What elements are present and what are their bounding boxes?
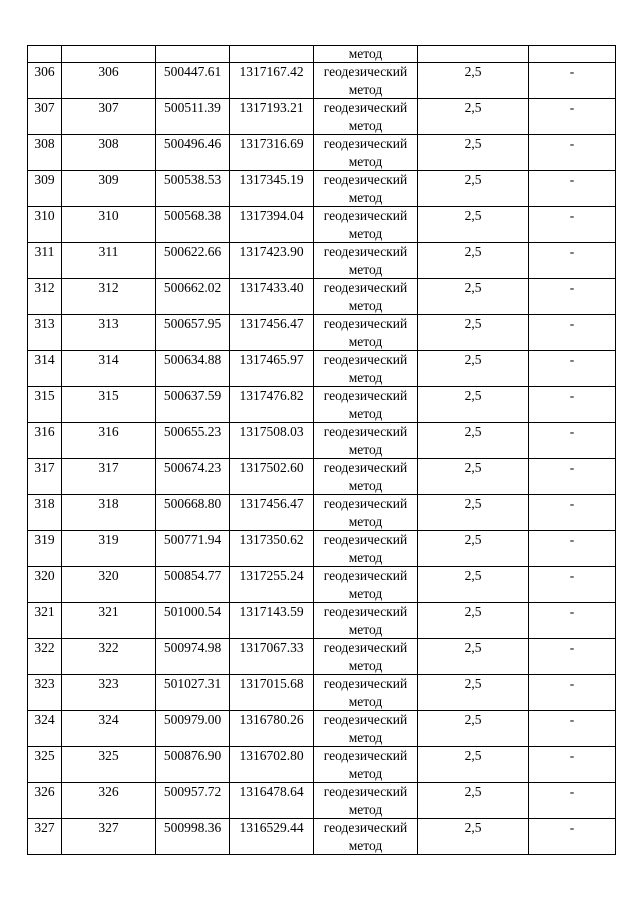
cell-method [314,531,418,567]
cell-number: 325 [28,747,62,783]
cell-point: 314 [62,351,156,387]
cell-number [28,46,62,63]
cell-method [314,135,418,171]
cell-note: - [529,531,616,567]
cell-y: 1317508.03 [230,423,314,459]
table-row [28,459,616,495]
cell-accuracy [418,46,529,63]
cell-method [314,567,418,603]
method-line-2: метод [348,333,383,349]
cell-point: 326 [62,783,156,819]
table-row [28,639,616,675]
cell-method [314,603,418,639]
cell-method [314,99,418,135]
cell-y: 1317423.90 [230,243,314,279]
method-line-1: геодезический [323,532,408,547]
table-row [28,135,616,171]
table-row [28,675,616,711]
cell-number: 323 [28,675,62,711]
method-line-2: метод [348,837,383,853]
cell-point: 327 [62,819,156,855]
cell-accuracy: 2,5 [418,459,529,495]
cell-x: 501027.31 [156,675,230,711]
cell-x: 500496.46 [156,135,230,171]
cell-note: - [529,207,616,243]
method-line-2: метод [348,477,383,493]
cell-point: 307 [62,99,156,135]
method-line-1: геодезический [323,460,408,475]
cell-note: - [529,603,616,639]
method-line-2: метод [348,297,383,313]
cell-accuracy: 2,5 [418,819,529,855]
method-line-2: метод [348,189,383,205]
cell-accuracy: 2,5 [418,567,529,603]
cell-accuracy: 2,5 [418,495,529,531]
cell-note: - [529,711,616,747]
cell-y: 1317015.68 [230,675,314,711]
cell-method [314,711,418,747]
cell-x: 500876.90 [156,747,230,783]
cell-note: - [529,99,616,135]
cell-number: 315 [28,387,62,423]
cell-x: 500771.94 [156,531,230,567]
cell-accuracy: 2,5 [418,675,529,711]
cell-number: 320 [28,567,62,603]
cell-point: 309 [62,171,156,207]
cell-y: 1316702.80 [230,747,314,783]
cell-x: 500622.66 [156,243,230,279]
cell-method [314,279,418,315]
cell-y: 1317193.21 [230,99,314,135]
method-line-2: метод [348,513,383,529]
table-row [28,603,616,639]
cell-accuracy: 2,5 [418,99,529,135]
cell-number: 308 [28,135,62,171]
cell-accuracy: 2,5 [418,351,529,387]
cell-number: 309 [28,171,62,207]
cell-x: 500674.23 [156,459,230,495]
cell-x: 500637.59 [156,387,230,423]
cell-x: 500447.61 [156,63,230,99]
cell-y: 1317394.04 [230,207,314,243]
table-row [28,63,616,99]
cell-number: 326 [28,783,62,819]
table-row [28,567,616,603]
cell-method [314,747,418,783]
cell-accuracy: 2,5 [418,207,529,243]
cell-point: 312 [62,279,156,315]
cell-y [230,46,314,63]
method-line-2: метод [348,765,383,781]
cell-note: - [529,495,616,531]
cell-note: - [529,171,616,207]
cell-y: 1317502.60 [230,459,314,495]
table-row [28,711,616,747]
table-row [28,279,616,315]
method-line-1: геодезический [323,208,408,223]
cell-method [314,171,418,207]
cell-number: 317 [28,459,62,495]
method-line-2: метод [348,405,383,421]
method-line-1: геодезический [323,316,408,331]
cell-note: - [529,819,616,855]
method-line-2: метод [348,225,383,241]
cell-point: 317 [62,459,156,495]
cell-number: 321 [28,603,62,639]
method-line-2: метод [348,261,383,277]
method-line-1: геодезический [323,604,408,619]
cell-accuracy: 2,5 [418,639,529,675]
method-line-2: метод [348,369,383,385]
cell-method [314,639,418,675]
method-line-1: геодезический [323,712,408,727]
cell-number: 310 [28,207,62,243]
cell-accuracy: 2,5 [418,531,529,567]
table-row [28,387,616,423]
cell-accuracy: 2,5 [418,603,529,639]
cell-point: 323 [62,675,156,711]
cell-accuracy: 2,5 [418,387,529,423]
cell-x: 500668.80 [156,495,230,531]
cell-number: 307 [28,99,62,135]
method-line-1: геодезический [323,388,408,403]
cell-y: 1317067.33 [230,639,314,675]
cell-x: 500662.02 [156,279,230,315]
cell-point: 321 [62,603,156,639]
cell-number: 319 [28,531,62,567]
cell-method [314,387,418,423]
cell-method [314,423,418,459]
method-line-2: метод [348,657,383,673]
cell-x: 500511.39 [156,99,230,135]
method-line-1: геодезический [323,568,408,583]
method-line-1: геодезический [323,244,408,259]
cell-accuracy: 2,5 [418,135,529,171]
method-line-1: геодезический [323,496,408,511]
cell-method [314,495,418,531]
cell-method [314,459,418,495]
method-line-1: геодезический [323,64,408,79]
cell-method [314,315,418,351]
method-line-2: метод [348,729,383,745]
table-row [28,315,616,351]
table-row [28,351,616,387]
method-line-1: геодезический [323,280,408,295]
cell-note: - [529,315,616,351]
method-line-2: метод [348,621,383,637]
cell-method [314,243,418,279]
table-row [28,207,616,243]
cell-y: 1317456.47 [230,495,314,531]
cell-x: 500974.98 [156,639,230,675]
method-line-2: метод [348,441,383,457]
table-row [28,531,616,567]
cell-number: 327 [28,819,62,855]
cell-method [314,675,418,711]
cell-method [314,783,418,819]
cell-method [314,819,418,855]
cell-point: 311 [62,243,156,279]
cell-accuracy: 2,5 [418,315,529,351]
cell-point: 320 [62,567,156,603]
cell-number: 306 [28,63,62,99]
method-line-1: геодезический [323,748,408,763]
cell-number: 316 [28,423,62,459]
cell-point [62,46,156,63]
table-row [28,99,616,135]
cell-y: 1317476.82 [230,387,314,423]
cell-number: 324 [28,711,62,747]
cell-x: 500979.00 [156,711,230,747]
cell-point: 318 [62,495,156,531]
cell-method [314,207,418,243]
cell-accuracy: 2,5 [418,747,529,783]
cell-y: 1317255.24 [230,567,314,603]
cell-note: - [529,135,616,171]
cell-note: - [529,639,616,675]
cell-accuracy: 2,5 [418,171,529,207]
cell-note: - [529,423,616,459]
cell-note: - [529,459,616,495]
cell-point: 315 [62,387,156,423]
cell-y: 1317167.42 [230,63,314,99]
cell-note: - [529,63,616,99]
method-line-2: метод [348,585,383,601]
cell-y: 1317456.47 [230,315,314,351]
method-line-1: геодезический [323,784,408,799]
method-line-2: метод [348,549,383,565]
cell-y: 1317143.59 [230,603,314,639]
cell-y: 1316478.64 [230,783,314,819]
table-row [28,243,616,279]
cell-accuracy: 2,5 [418,423,529,459]
coordinates-table [27,45,616,855]
method-line-2: метод [348,801,383,817]
cell-point: 310 [62,207,156,243]
cell-x: 500538.53 [156,171,230,207]
continued-row [28,46,616,63]
cell-x: 500634.88 [156,351,230,387]
cell-accuracy: 2,5 [418,279,529,315]
cell-number: 314 [28,351,62,387]
table-row [28,495,616,531]
cell-note: - [529,279,616,315]
cell-y: 1316529.44 [230,819,314,855]
cell-y: 1317350.62 [230,531,314,567]
table-row [28,783,616,819]
method-line-1: геодезический [323,100,408,115]
table-row [28,171,616,207]
method-line-1: геодезический [323,352,408,367]
cell-x: 500854.77 [156,567,230,603]
cell-point: 313 [62,315,156,351]
cell-number: 318 [28,495,62,531]
method-line-1: геодезический [323,136,408,151]
cell-y: 1316780.26 [230,711,314,747]
table-row [28,819,616,855]
cell-number: 311 [28,243,62,279]
cell-x: 500657.95 [156,315,230,351]
cell-number: 322 [28,639,62,675]
cell-accuracy: 2,5 [418,243,529,279]
cell-x: 500998.36 [156,819,230,855]
cell-y: 1317465.97 [230,351,314,387]
cell-x: 500957.72 [156,783,230,819]
cell-accuracy: 2,5 [418,63,529,99]
cell-accuracy: 2,5 [418,711,529,747]
cell-x: 501000.54 [156,603,230,639]
cell-y: 1317316.69 [230,135,314,171]
cell-method [314,63,418,99]
cell-note: - [529,783,616,819]
method-line-1: геодезический [323,640,408,655]
cell-point: 319 [62,531,156,567]
cell-note: - [529,351,616,387]
cell-note: - [529,567,616,603]
cell-point: 306 [62,63,156,99]
method-line-2: метод [348,153,383,169]
cell-note: - [529,387,616,423]
table-row [28,423,616,459]
cell-number: 313 [28,315,62,351]
method-line-2: метод [348,117,383,133]
cell-number: 312 [28,279,62,315]
cell-note: - [529,243,616,279]
cell-point: 324 [62,711,156,747]
cell-accuracy: 2,5 [418,783,529,819]
cell-point: 322 [62,639,156,675]
cell-method: метод [314,46,418,63]
cell-x: 500568.38 [156,207,230,243]
cell-note: - [529,747,616,783]
method-line-1: геодезический [323,172,408,187]
cell-x: 500655.23 [156,423,230,459]
cell-point: 308 [62,135,156,171]
cell-method [314,351,418,387]
cell-note [529,46,616,63]
cell-note: - [529,675,616,711]
table-row [28,747,616,783]
cell-point: 325 [62,747,156,783]
method-line-2: метод [348,81,383,97]
method-line-1: геодезический [323,424,408,439]
method-line-1: геодезический [323,820,408,835]
method-line-2: метод [348,693,383,709]
cell-y: 1317345.19 [230,171,314,207]
cell-point: 316 [62,423,156,459]
cell-x [156,46,230,63]
cell-y: 1317433.40 [230,279,314,315]
method-line-1: геодезический [323,676,408,691]
